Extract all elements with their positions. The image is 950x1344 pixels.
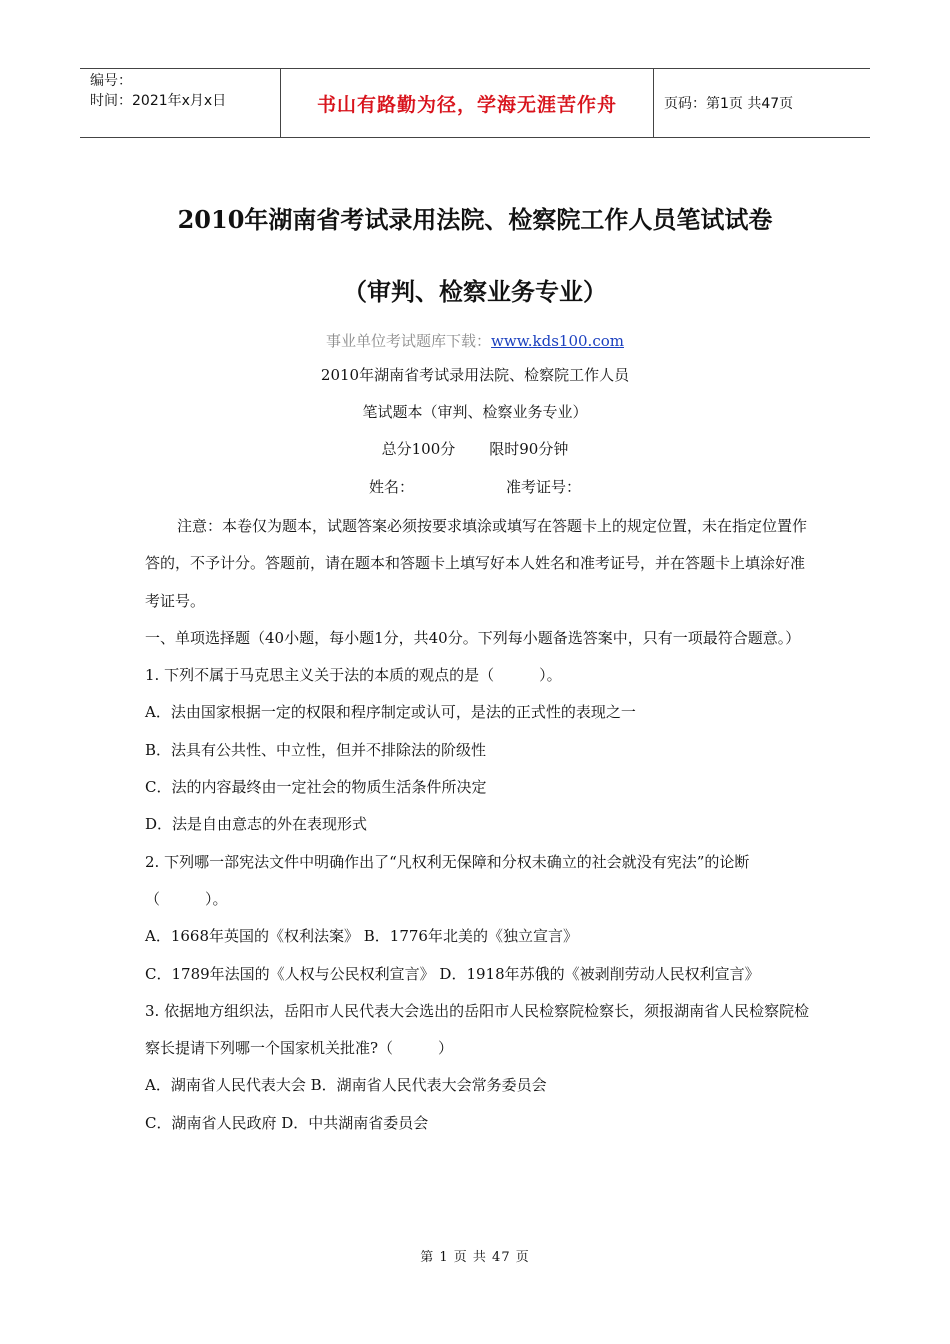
header-page-info: 页码：第1页 共47页 (664, 96, 794, 112)
info-line-1: 2010年湖南省考试录用法院、检察院工作人员 (320, 366, 630, 384)
question-option: A．湖南省人民代表大会 B．湖南省人民代表大会常务委员会 (145, 1076, 547, 1095)
exam-body (145, 508, 810, 1142)
page-footer: 第 1 页 共 47 页 (420, 1250, 530, 1265)
notice: 注意：本卷仅为题本，试题答案必须按要求填涂或填写在答题卡上的规定位置，未在指定位置作答的，不予计分。答题前，请在题本和答题卡上填写好本人姓名和准考证号，并在答题卡上填涂好准考证号。 (145, 517, 808, 610)
ad-prefix: 事业单位考试题库下载： (326, 332, 492, 350)
question-stem: 1. 下列不属于马克思主义关于法的本质的观点的是（ ）。 (145, 666, 562, 685)
header-time: 时间：2021年x月x日 (90, 93, 227, 109)
ad-line (0, 330, 950, 351)
total-score: 总分100分 (381, 440, 456, 458)
info-line-2: 笔试题本（审判、检察业务专业） (362, 403, 588, 421)
page-header (80, 68, 870, 138)
header-meta (80, 69, 280, 137)
score-time-line (0, 438, 950, 459)
question-option: C．法的内容最终由一定社会的物质生活条件所决定 (145, 778, 487, 797)
name-id-line (0, 476, 950, 497)
header-motto: 书山有路勤为径，学海无涯苦作舟 (280, 69, 654, 137)
question-option: A．1668年英国的《权利法案》 B．1776年北美的《独立宣言》 (145, 927, 578, 946)
name-label: 姓名： (368, 478, 414, 496)
question-option: D．法是自由意志的外在表现形式 (145, 815, 368, 834)
question-stem: 2. 下列哪一部宪法文件中明确作出了“凡权利无保障和分权未确立的社会就没有宪法”的论断（ ）。 (145, 852, 750, 908)
section-heading: 一、单项选择题（40小题，每小题1分，共40分。下列每小题备选答案中，只有一项最符合题意。） (145, 628, 801, 647)
exam-id-label: 准考证号： (506, 478, 582, 496)
question-option: C．湖南省人民政府 D．中共湖南省委员会 (145, 1113, 429, 1132)
doc-title: 2010年湖南省考试录用法院、检察院工作人员笔试试卷 (177, 205, 773, 234)
question-option: A．法由国家根据一定的权限和程序制定或认可，是法的正式性的表现之一 (145, 703, 636, 722)
question-option: C．1789年法国的《人权与公民权利宣言》 D．1918年苏俄的《被剥削劳动人民权利宣言》 (145, 964, 760, 983)
question-option: B．法具有公共性、中立性，但并不排除法的阶级性 (145, 740, 487, 759)
time-limit: 限时90分钟 (489, 440, 569, 458)
header-number: 编号： (90, 73, 132, 89)
ad-link[interactable]: www.kds100.com (491, 332, 624, 350)
doc-subtitle: （审判、检察业务专业） (343, 277, 607, 306)
question-stem: 3. 依据地方组织法，岳阳市人民代表大会选出的岳阳市人民检察院检察长，须报湖南省人民检察院检察长提请下列哪一个国家机关批准?（ ） (145, 1001, 810, 1058)
